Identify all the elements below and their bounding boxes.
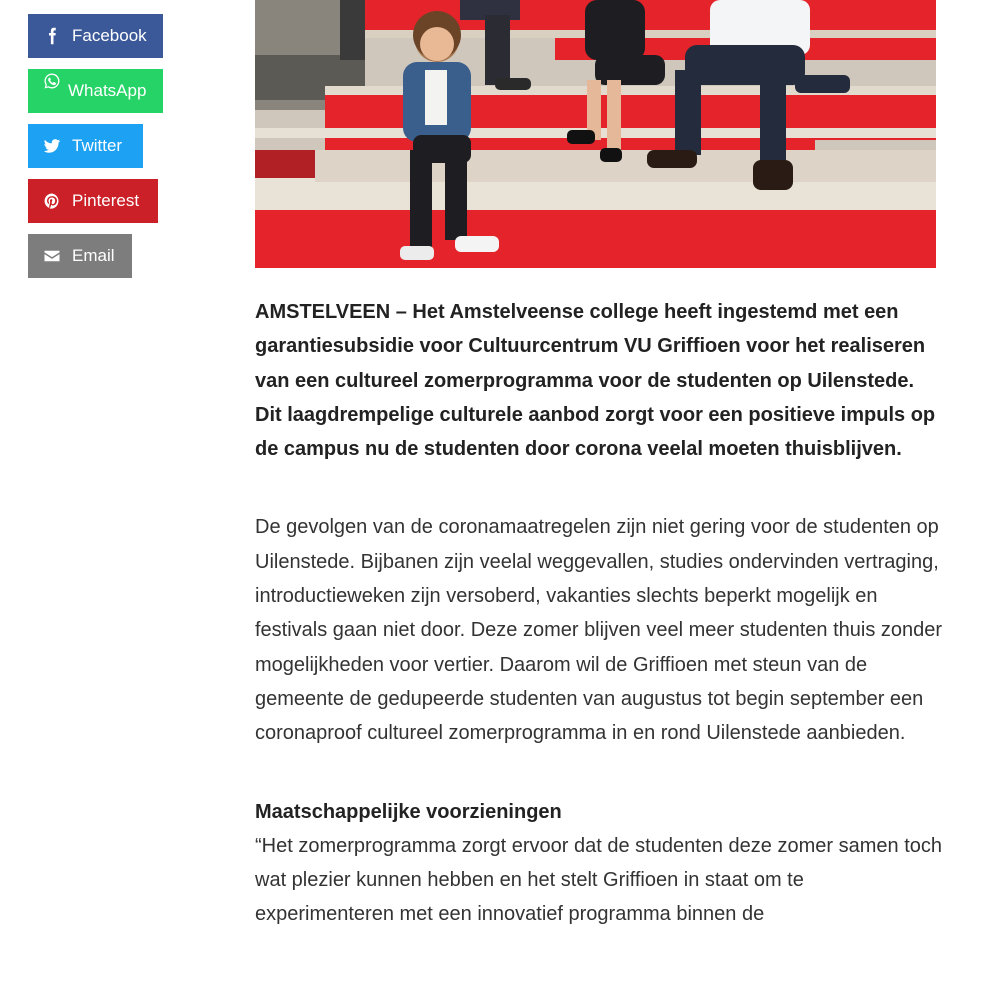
facebook-icon (42, 26, 62, 46)
article-body (255, 295, 945, 932)
twitter-icon (42, 136, 62, 156)
article-paragraph: De gevolgen van de coronamaatregelen zijn niet gering voor de studenten op Uilenstede. Bijbanen zijn veelal weggevallen, studies ondervinden vertraging, introductieweken zijn versoberd, vakanties slechts beperkt mogelijk en festivals gaan niet door. Deze zomer blijven veel meer studenten thuis zonder mogelijkheden voor vertier. Daarom wil de Griffioen met steun van de gemeente de gedupeerde studenten van augustus tot begin september een coronaproof cultureel zomerprogramma in en rond Uilenstede aanbieden. (255, 516, 943, 745)
article-subheading: Maatschappelijke voorzieningen (255, 800, 562, 823)
pinterest-label: Pinterest (72, 191, 140, 210)
twitter-label: Twitter (72, 136, 123, 155)
whatsapp-share-button[interactable] (28, 69, 163, 113)
whatsapp-label: WhatsApp (68, 81, 147, 100)
article-lead: AMSTELVEEN – Het Amstelveense college heeft ingestemd met een garantiesubsidie voor Cultuurcentrum VU Griffioen voor het realiseren van een cultureel zomerprogramma voor de studenten op Uilenstede. Dit laagdrempelige culturele aanbod zorgt voor een positieve impuls op de campus nu de studenten door corona veelal moeten thuisblijven. (255, 301, 936, 461)
email-share-button[interactable] (28, 234, 132, 278)
article-photo-illustration (255, 0, 936, 268)
facebook-share-button[interactable] (28, 14, 163, 58)
facebook-label: Facebook (72, 26, 147, 45)
article-quote: “Het zomerprogramma zorgt ervoor dat de studenten deze zomer samen toch wat plezier kunnen hebben en het stelt Griffioen in staat om te experimenteren met een innovatief programma binnen de (255, 834, 942, 926)
envelope-icon (42, 246, 62, 266)
twitter-share-button[interactable] (28, 124, 143, 168)
article-photo (255, 0, 936, 268)
pinterest-icon (42, 191, 62, 211)
whatsapp-icon (42, 71, 62, 91)
email-label: Email (72, 246, 115, 265)
pinterest-share-button[interactable] (28, 179, 158, 223)
